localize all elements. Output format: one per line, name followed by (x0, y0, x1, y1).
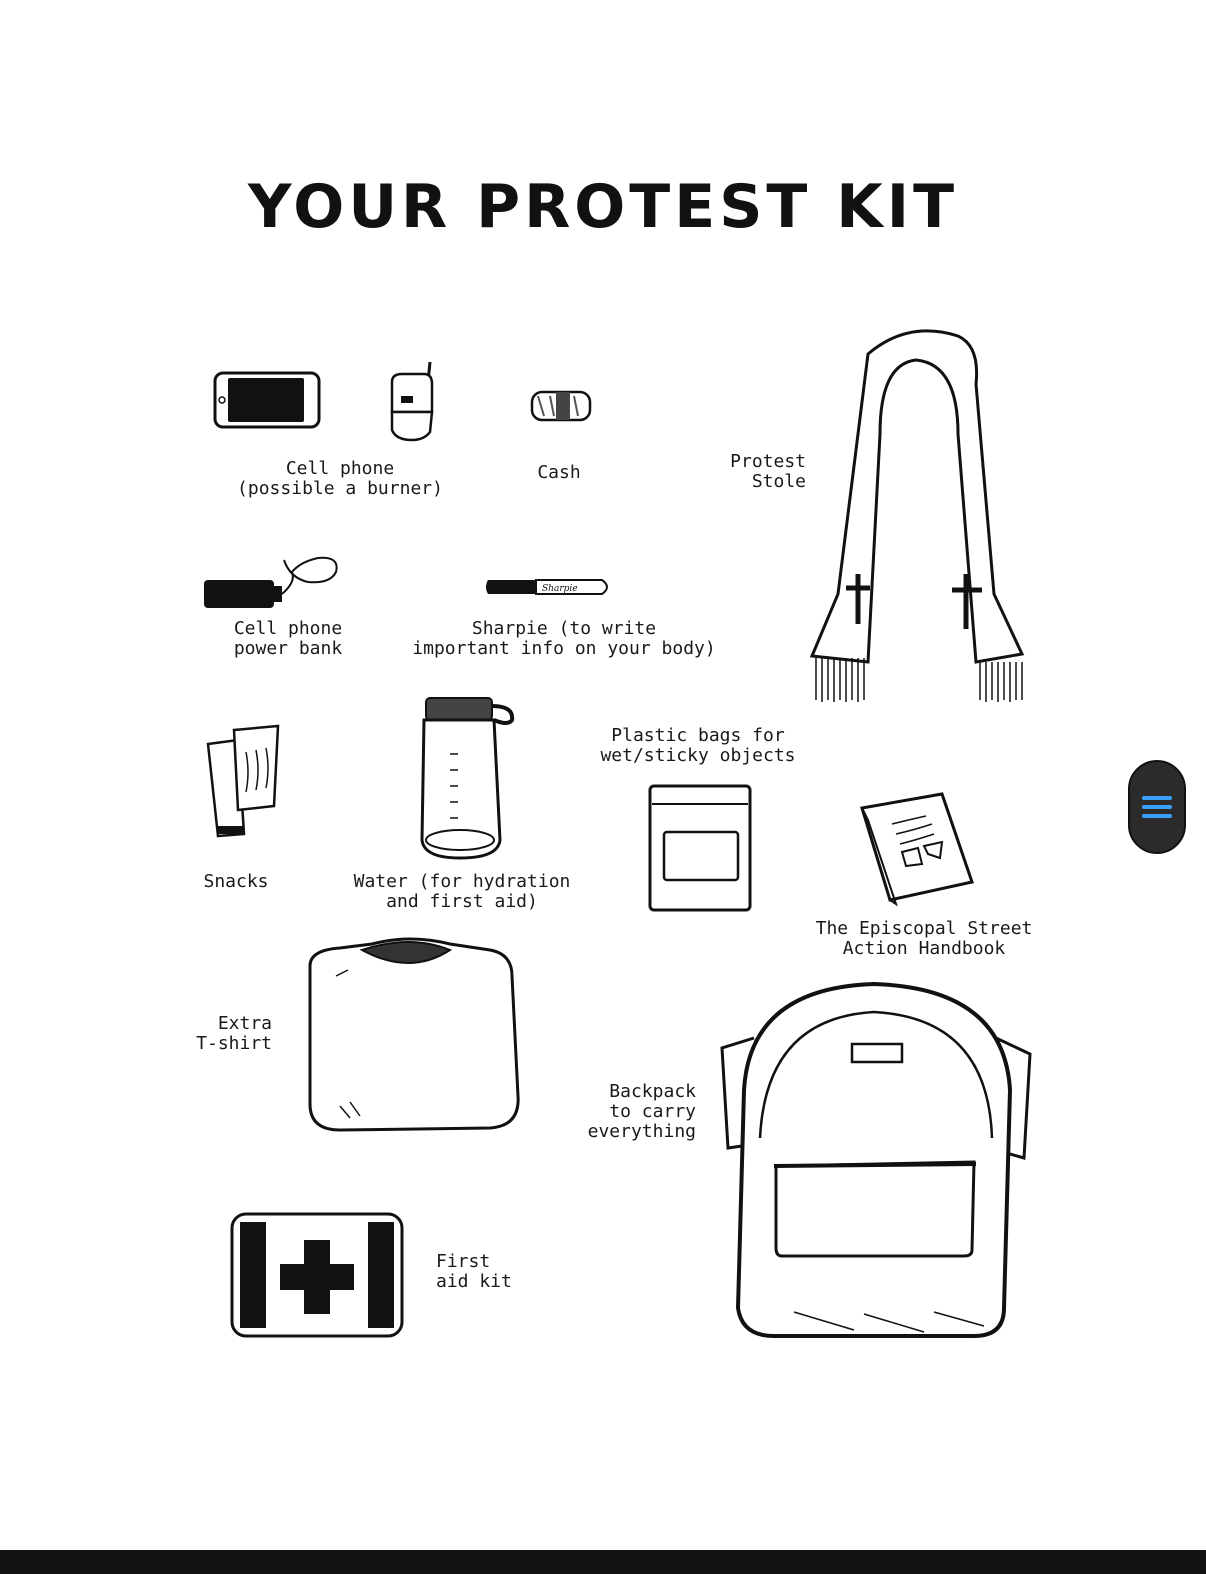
protest-stole-icon (808, 324, 1032, 708)
cash-roll-icon (528, 386, 594, 426)
sharpie-brand-text: Sharpie (542, 584, 578, 594)
protest-stole-label: Protest Stole (730, 451, 806, 492)
power-bank-icon (200, 552, 344, 614)
handbook-icon (858, 790, 978, 906)
snack-bars-icon (204, 722, 286, 840)
sharpie-label: Sharpie (to write important info on your body) (412, 618, 716, 659)
flip-phone-icon (384, 360, 440, 442)
backpack-icon (714, 978, 1036, 1346)
sharpie-marker-icon (484, 572, 616, 602)
tshirt-icon (300, 936, 528, 1136)
backpack-label: Backpack to carry everything (587, 1081, 696, 1142)
snacks-label: Snacks (203, 871, 269, 892)
plastic-bag-icon (646, 782, 754, 914)
bottom-bar (0, 1550, 1206, 1574)
water-bottle-icon (414, 694, 520, 862)
page-title: YOUR PROTEST KIT (248, 172, 958, 242)
hamburger-menu-icon (1141, 793, 1173, 821)
water-label: Water (for hydration and first aid) (353, 871, 571, 912)
first-aid-kit-icon (228, 1208, 406, 1342)
cell-phone-label: Cell phone (possible a burner) (237, 458, 443, 499)
menu-button[interactable] (1128, 760, 1186, 854)
plastic-bags-label: Plastic bags for wet/sticky objects (600, 725, 796, 766)
tshirt-label: Extra T-shirt (196, 1013, 272, 1054)
cash-label: Cash (537, 462, 581, 483)
smartphone-icon (212, 370, 324, 432)
handbook-label: The Episcopal Street Action Handbook (815, 918, 1033, 959)
power-bank-label: Cell phone power bank (233, 618, 343, 659)
first-aid-label: First aid kit (436, 1251, 512, 1292)
